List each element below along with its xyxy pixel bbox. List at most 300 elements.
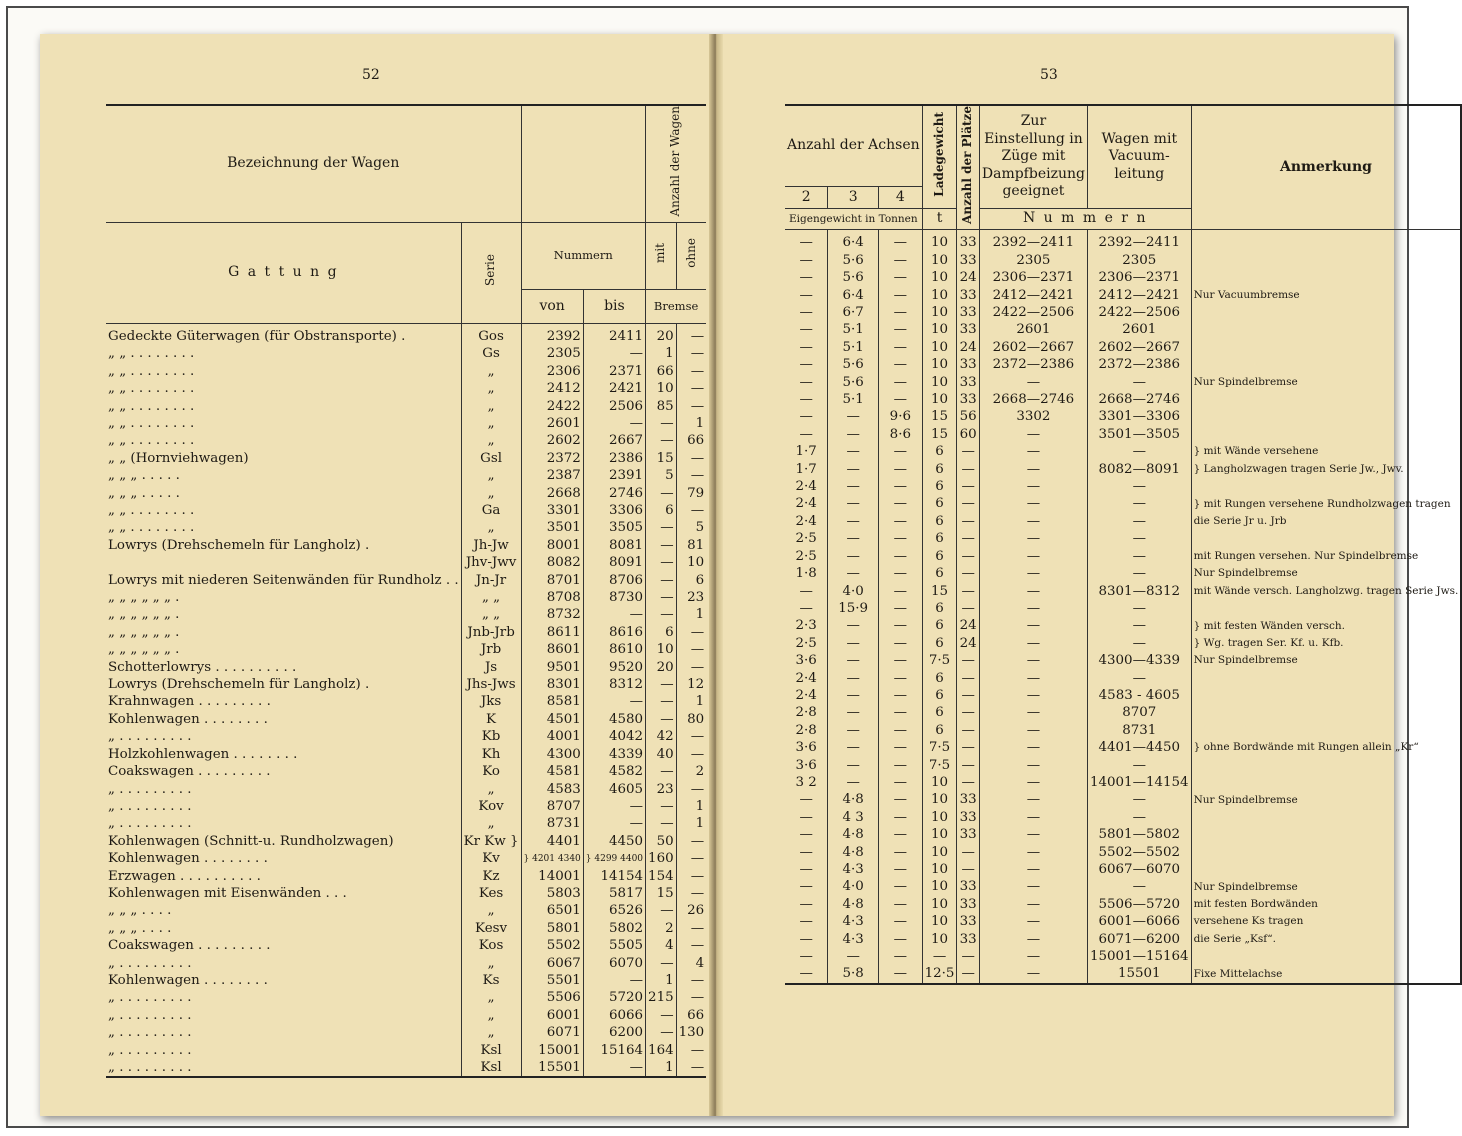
table-row (785, 809, 1461, 826)
mit-cell: 85 (646, 398, 677, 415)
einstellung-cell: — (979, 704, 1087, 721)
plaetze-cell: — (957, 583, 979, 600)
table-row (106, 624, 706, 641)
table-row (785, 722, 1461, 739)
gattung-cell (106, 554, 461, 571)
axle-3-cell: 5·8 (828, 965, 879, 983)
ohne-cell: 4 (695, 955, 705, 971)
plaetze-cell: — (957, 548, 979, 565)
bis-cell: 5817 (583, 885, 645, 902)
vacuum-cell: — (1087, 757, 1191, 774)
axle-2-cell: — (785, 791, 828, 808)
ladegewicht-cell: 6 (922, 478, 957, 495)
bis-cell: 5720 (583, 989, 645, 1006)
vacuum-cell: — (1087, 374, 1191, 391)
table-row (106, 920, 706, 937)
axle-2-cell: — (785, 339, 828, 356)
von-cell: 2387 (521, 467, 583, 484)
von-cell: 15001 (521, 1042, 583, 1059)
einstellung-cell: — (979, 757, 1087, 774)
table-row (785, 530, 1461, 547)
einstellung-cell: 2601 (979, 321, 1087, 338)
axle-3-cell: 4·8 (828, 791, 879, 808)
von-cell: 2306 (521, 363, 583, 380)
table-row (106, 537, 706, 554)
axle-4-cell: — (879, 878, 923, 895)
plaetze-cell: 60 (957, 426, 979, 443)
ohne-cell: 23 (687, 590, 705, 606)
serie-cell: „ (461, 363, 521, 380)
plaetze-cell: 33 (957, 230, 979, 252)
plaetze-cell: 33 (957, 826, 979, 843)
bis-cell: — (583, 1059, 645, 1077)
ladegewicht-cell: 10 (922, 896, 957, 913)
table-row (106, 972, 706, 989)
anmerkung-cell: } Langholzwagen tragen Serie Jw., Jwv. (1191, 461, 1461, 478)
anmerkung-cell (1191, 269, 1461, 286)
table-row (785, 548, 1461, 565)
ohne-cell: 1 (695, 694, 705, 710)
mit-cell: 40 (646, 746, 677, 763)
table-row (106, 676, 706, 693)
axle-3-cell: — (828, 635, 879, 652)
ladegewicht-cell: 10 (922, 287, 957, 304)
vacuum-cell: — (1087, 791, 1191, 808)
ladegewicht-cell: 10 (922, 774, 957, 791)
einstellung-cell: — (979, 774, 1087, 791)
mit-cell: — (646, 572, 677, 589)
einstellung-cell: — (979, 722, 1087, 739)
einstellung-cell: — (979, 652, 1087, 669)
axle-3-cell: 5·1 (828, 321, 879, 338)
plaetze-cell: 33 (957, 356, 979, 373)
von-cell: 2305 (521, 345, 583, 362)
vacuum-cell: 4583 - 4605 (1087, 687, 1191, 704)
ladegewicht-cell: 6 (922, 530, 957, 547)
anmerkung-cell (1191, 670, 1461, 687)
bis-cell: 5802 (583, 920, 645, 937)
table-row (785, 321, 1461, 338)
gattung-cell: Kohlenwagen . . . . . . . . (106, 711, 461, 728)
bis-cell: — (583, 798, 645, 815)
axle-4-cell: — (879, 722, 923, 739)
ladegewicht-cell: 10 (922, 878, 957, 895)
table-row (106, 1024, 706, 1041)
axle-2-cell: 2·8 (785, 704, 828, 721)
mit-cell: 15 (646, 885, 677, 902)
axle-3-cell: — (828, 704, 879, 721)
axle-2-cell: 3·6 (785, 739, 828, 756)
axle-4-cell: — (879, 356, 923, 373)
axle-4-cell: — (879, 757, 923, 774)
left-table (106, 104, 706, 1078)
serie-cell: „ (461, 989, 521, 1006)
table-row (785, 948, 1461, 965)
serie-cell: „ (461, 815, 521, 832)
axle-4-cell: — (879, 230, 923, 252)
axle-2-cell: — (785, 287, 828, 304)
von-cell: 8701 (521, 572, 583, 589)
plaetze-cell: 33 (957, 896, 979, 913)
ohne-cell: — (690, 885, 705, 901)
header-bezeichnung: Bezeichnung der Wagen (106, 105, 521, 222)
axle-2-cell: — (785, 321, 828, 338)
gattung-cell: Lowrys (Drehschemeln für Langholz) . (106, 676, 461, 693)
ohne-cell: — (690, 868, 705, 884)
image-frame (6, 6, 1459, 1128)
ladegewicht-cell: 6 (922, 635, 957, 652)
axle-3-cell: — (828, 565, 879, 582)
mit-cell: 15 (646, 450, 677, 467)
mit-cell: 50 (646, 833, 677, 850)
axle-3-cell: 6·4 (828, 287, 879, 304)
axle-2-cell: 1·7 (785, 443, 828, 460)
plaetze-cell: — (957, 722, 979, 739)
vacuum-cell: — (1087, 495, 1191, 512)
ohne-cell: 26 (687, 903, 705, 919)
bis-cell: 2371 (583, 363, 645, 380)
mit-cell: — (646, 955, 677, 972)
anmerkung-cell (1191, 252, 1461, 269)
serie-cell: Js (461, 659, 521, 676)
serie-cell: „ (461, 380, 521, 397)
plaetze-cell: — (957, 687, 979, 704)
serie-cell: Kh (461, 746, 521, 763)
einstellung-cell: 2412—2421 (979, 287, 1087, 304)
axle-2-cell: — (785, 896, 828, 913)
vacuum-cell: 6071—6200 (1087, 931, 1191, 948)
von-cell: 3501 (521, 519, 583, 536)
axle-3-cell: — (828, 948, 879, 965)
page-number-left: 52 (362, 67, 380, 83)
table-row (785, 408, 1461, 425)
table-row (106, 606, 706, 623)
mit-cell: — (646, 606, 677, 623)
plaetze-cell: — (957, 774, 979, 791)
table-row (785, 269, 1461, 286)
table-row (785, 931, 1461, 948)
anmerkung-cell: die Serie „Ksf“. (1191, 931, 1461, 948)
ohne-cell: — (690, 642, 705, 658)
axle-2-cell: 3·6 (785, 757, 828, 774)
table-row (785, 670, 1461, 687)
axle-4-cell: — (879, 774, 923, 791)
axle-4-cell: — (879, 687, 923, 704)
ohne-cell: — (690, 1042, 705, 1058)
vacuum-cell: 14001—14154 (1087, 774, 1191, 791)
ohne-cell: — (690, 328, 705, 344)
vacuum-cell: 15501 (1087, 965, 1191, 983)
axle-3-cell: 4 3 (828, 809, 879, 826)
bis-cell: 2411 (583, 323, 645, 345)
ladegewicht-cell: 6 (922, 461, 957, 478)
table-row (785, 913, 1461, 930)
axle-3-cell: — (828, 617, 879, 634)
von-cell: 4300 (521, 746, 583, 763)
axle-3-cell: 4·3 (828, 913, 879, 930)
table-row (785, 844, 1461, 861)
einstellung-cell: — (979, 739, 1087, 756)
vacuum-cell: — (1087, 600, 1191, 617)
axle-2-cell: 2·5 (785, 548, 828, 565)
plaetze-cell: — (957, 513, 979, 530)
serie-cell: „ (461, 902, 521, 919)
anmerkung-cell (1191, 356, 1461, 373)
ohne-cell: — (690, 381, 705, 397)
table-row (106, 885, 706, 902)
ladegewicht-cell: 10 (922, 791, 957, 808)
axle-4-cell: — (879, 739, 923, 756)
serie-cell: Jn-Jr (461, 572, 521, 589)
anmerkung-cell: Nur Spindelbremse (1191, 652, 1461, 669)
vacuum-cell: 3301—3306 (1087, 408, 1191, 425)
ladegewicht-cell: 10 (922, 913, 957, 930)
gattung-cell: „ „ . . . . . . . . (106, 380, 461, 397)
mit-cell: — (646, 798, 677, 815)
einstellung-cell: 2306—2371 (979, 269, 1087, 286)
mit-cell: 6 (646, 502, 677, 519)
axle-3-cell: — (828, 548, 879, 565)
axle-2-cell: — (785, 252, 828, 269)
anmerkung-cell: Nur Vacuumbremse (1191, 287, 1461, 304)
table-row (106, 833, 706, 850)
gattung-cell: „ . . . . . . . . . (106, 989, 461, 1006)
header-t: t (922, 208, 957, 230)
open-book (40, 34, 1459, 1116)
gattung-cell: „ . . . . . . . . . (106, 1042, 461, 1059)
von-cell: 8082 (521, 554, 583, 571)
mit-cell: — (646, 676, 677, 693)
gattung-cell: Kohlenwagen . . . . . . . . (106, 972, 461, 989)
ladegewicht-cell: 10 (922, 861, 957, 878)
mit-cell: 1 (646, 345, 677, 362)
gattung-cell: Krahnwagen . . . . . . . . . (106, 693, 461, 710)
ohne-cell: — (690, 346, 705, 362)
plaetze-cell: 33 (957, 391, 979, 408)
serie-cell: Gs (461, 345, 521, 362)
mit-cell: 4 (646, 937, 677, 954)
ladegewicht-cell: 6 (922, 617, 957, 634)
anmerkung-cell: mit Rungen versehen. Nur Spindelbremse (1191, 548, 1461, 565)
serie-cell: Ko (461, 763, 521, 780)
von-cell: 5506 (521, 989, 583, 1006)
bis-cell: 4580 (583, 711, 645, 728)
plaetze-cell: 33 (957, 321, 979, 338)
axle-4-cell: — (879, 321, 923, 338)
bis-cell: 2667 (583, 432, 645, 449)
gattung-cell: „ „ . . . . . . . . (106, 502, 461, 519)
mit-cell: — (646, 589, 677, 606)
einstellung-cell: — (979, 861, 1087, 878)
axle-3-cell: — (828, 495, 879, 512)
axle-2-cell: — (785, 948, 828, 965)
einstellung-cell: — (979, 565, 1087, 582)
axle-3-cell: 4·8 (828, 896, 879, 913)
vacuum-cell: — (1087, 548, 1191, 565)
gattung-cell: Holzkohlenwagen . . . . . . . . (106, 746, 461, 763)
anmerkung-cell (1191, 687, 1461, 704)
von-cell: 4501 (521, 711, 583, 728)
bis-cell: 9520 (583, 659, 645, 676)
ladegewicht-cell: 10 (922, 321, 957, 338)
vacuum-cell: 8731 (1087, 722, 1191, 739)
gattung-cell: Kohlenwagen (Schnitt-u. Rundholzwagen) (106, 833, 461, 850)
bis-cell: 2506 (583, 398, 645, 415)
axle-4-cell: — (879, 583, 923, 600)
ladegewicht-cell: — (922, 948, 957, 965)
einstellung-cell: — (979, 513, 1087, 530)
plaetze-cell: — (957, 565, 979, 582)
serie-cell: Gsl (461, 450, 521, 467)
table-row (106, 485, 706, 502)
vacuum-cell: 5801—5802 (1087, 826, 1191, 843)
bis-cell: 4042 (583, 728, 645, 745)
axle-4-cell: — (879, 530, 923, 547)
bis-cell: 6200 (583, 1024, 645, 1041)
header-gattung: G a t t u n g (106, 222, 461, 323)
table-row (106, 711, 706, 728)
plaetze-cell: — (957, 965, 979, 983)
gattung-cell: „ . . . . . . . . . (106, 1007, 461, 1024)
ohne-cell: — (690, 833, 705, 849)
mit-cell: 160 (646, 850, 677, 867)
von-cell: 2602 (521, 432, 583, 449)
ladegewicht-cell: 6 (922, 670, 957, 687)
axle-4-cell: — (879, 791, 923, 808)
table-row (785, 426, 1461, 443)
ladegewicht-cell: 10 (922, 931, 957, 948)
einstellung-cell: — (979, 478, 1087, 495)
ladegewicht-cell: 7·5 (922, 757, 957, 774)
mit-cell: 6 (646, 624, 677, 641)
anmerkung-cell (1191, 809, 1461, 826)
table-row (106, 398, 706, 415)
mit-cell: — (646, 815, 677, 832)
header-bis: bis (583, 289, 645, 323)
ladegewicht-cell: 6 (922, 443, 957, 460)
ladegewicht-cell: 6 (922, 565, 957, 582)
header-axle-4: 4 (879, 187, 923, 209)
anmerkung-cell (1191, 339, 1461, 356)
serie-cell: Kesv (461, 920, 521, 937)
anmerkung-cell (1191, 704, 1461, 721)
table-row (106, 728, 706, 745)
serie-cell: Jhv-Jwv (461, 554, 521, 571)
gattung-cell: Lowrys mit niederen Seitenwänden für Rundholz . . (106, 572, 461, 589)
bis-cell: 6070 (583, 955, 645, 972)
serie-cell: Kos (461, 937, 521, 954)
serie-cell: Gos (461, 323, 521, 345)
bis-cell: 8610 (583, 641, 645, 658)
vacuum-cell: 5506—5720 (1087, 896, 1191, 913)
axle-2-cell: 2·5 (785, 635, 828, 652)
einstellung-cell: — (979, 617, 1087, 634)
bis-cell: 6526 (583, 902, 645, 919)
table-row (785, 374, 1461, 391)
anmerkung-cell: mit festen Bordwänden (1191, 896, 1461, 913)
axle-2-cell: — (785, 356, 828, 373)
einstellung-cell: — (979, 913, 1087, 930)
axle-3-cell: — (828, 757, 879, 774)
einstellung-cell: — (979, 443, 1087, 460)
axle-2-cell: — (785, 861, 828, 878)
anmerkung-cell (1191, 844, 1461, 861)
header-ladegewicht: Ladegewicht (931, 111, 946, 197)
serie-cell: Ks (461, 972, 521, 989)
bis-cell: 8312 (583, 676, 645, 693)
axle-2-cell: 1·8 (785, 565, 828, 582)
mit-cell: 20 (646, 659, 677, 676)
table-row (785, 600, 1461, 617)
vacuum-cell: 5502—5502 (1087, 844, 1191, 861)
anmerkung-cell: } mit festen Wänden versch. (1191, 617, 1461, 634)
header-anzahl: Anzahl der Wagen (668, 106, 683, 217)
von-cell: 6001 (521, 1007, 583, 1024)
vacuum-cell: — (1087, 617, 1191, 634)
anmerkung-cell: die Serie Jr u. Jrb (1191, 513, 1461, 530)
anmerkung-cell (1191, 948, 1461, 965)
einstellung-cell: — (979, 670, 1087, 687)
ladegewicht-cell: 7·5 (922, 652, 957, 669)
ohne-cell: — (690, 990, 705, 1006)
header-mit: mit (653, 243, 668, 264)
header-vacuum: Wagen mit Vacuum-leitung (1087, 105, 1191, 208)
axle-2-cell: — (785, 826, 828, 843)
table-row (106, 345, 706, 362)
table-row (785, 513, 1461, 530)
mit-cell: 5 (646, 467, 677, 484)
vacuum-cell: 3501—3505 (1087, 426, 1191, 443)
ohne-cell: 130 (678, 1025, 705, 1041)
mit-cell: 10 (646, 641, 677, 658)
serie-cell: „ (461, 415, 521, 432)
plaetze-cell: 33 (957, 809, 979, 826)
vacuum-cell: 8707 (1087, 704, 1191, 721)
mit-cell: 1 (646, 972, 677, 989)
anmerkung-cell (1191, 774, 1461, 791)
table-row (106, 850, 706, 867)
ladegewicht-cell: 10 (922, 826, 957, 843)
von-cell: 14001 (521, 868, 583, 885)
vacuum-cell: 4300—4339 (1087, 652, 1191, 669)
axle-2-cell: — (785, 878, 828, 895)
ladegewicht-cell: 6 (922, 495, 957, 512)
anmerkung-cell: mit Wände versch. Langholzwg. tragen Serie Jws. (1191, 583, 1461, 600)
axle-3-cell: 6·7 (828, 304, 879, 321)
axle-3-cell: 4·3 (828, 861, 879, 878)
bis-cell: 2746 (583, 485, 645, 502)
axle-4-cell: — (879, 809, 923, 826)
einstellung-cell: — (979, 965, 1087, 983)
anmerkung-cell: Fixe Mittelachse (1191, 965, 1461, 983)
axle-4-cell: — (879, 548, 923, 565)
von-cell: 6501 (521, 902, 583, 919)
ohne-cell: — (690, 729, 705, 745)
ohne-cell: 10 (687, 555, 705, 571)
axle-4-cell: — (879, 391, 923, 408)
vacuum-cell: 2372—2386 (1087, 356, 1191, 373)
einstellung-cell: 2372—2386 (979, 356, 1087, 373)
table-row (106, 937, 706, 954)
von-cell: 4401 (521, 833, 583, 850)
serie-cell: „ (461, 519, 521, 536)
serie-cell: „ „ (461, 606, 521, 623)
anmerkung-cell (1191, 426, 1461, 443)
gattung-cell: Erzwagen . . . . . . . . . . (106, 868, 461, 885)
serie-cell: Ga (461, 502, 521, 519)
table-row (785, 230, 1461, 252)
bis-cell: 4582 (583, 763, 645, 780)
